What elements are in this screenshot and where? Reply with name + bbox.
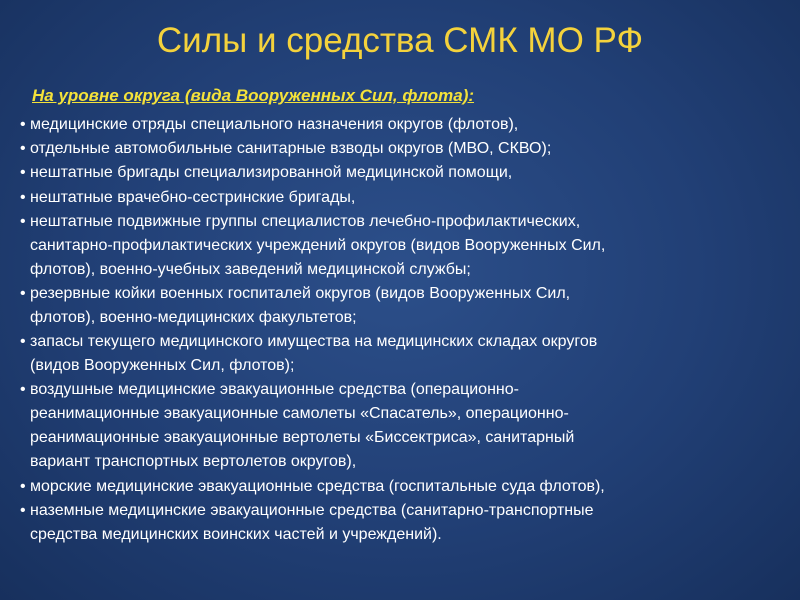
bullet-icon: • (20, 116, 26, 133)
bullet-icon: • (20, 284, 26, 302)
bullet-list (20, 113, 790, 547)
list-item-text: нештатные бригады специализированной медицинской помощи, (30, 164, 513, 182)
list-item-text: нештатные врачебно-сестринские бригады, (30, 188, 356, 206)
list-item-text: флотов), военно-медицинских факультетов; (30, 308, 357, 326)
list-item (20, 499, 790, 547)
list-item-text: воздушные медицинские эвакуационные средства (операционно- (30, 381, 519, 399)
list-item (20, 282, 790, 330)
list-item (20, 186, 790, 210)
list-item-text: средства медицинских воинских частей и учреждений). (30, 525, 442, 543)
bullet-icon: • (20, 333, 26, 351)
list-item-text: резервные койки военных госпиталей округов (видов Вооруженных Сил, (30, 284, 571, 302)
bullet-icon: • (20, 501, 26, 519)
list-item-text: нештатные подвижные группы специалистов лечебно-профилактических, (30, 212, 581, 230)
bullet-icon: • (20, 188, 26, 206)
bullet-icon: • (20, 381, 26, 399)
list-item-text: медицинские отряды специального назначения округов (флотов), (30, 116, 519, 133)
list-item (20, 210, 790, 282)
list-item-text: флотов), военно-учебных заведений медицинской службы; (30, 260, 471, 278)
list-item-text: (видов Вооруженных Сил, флотов); (30, 357, 295, 375)
slide-subtitle: На уровне округа (вида Вооруженных Сил, флота): (32, 86, 475, 105)
list-item-text: запасы текущего медицинского имущества на медицинских складах округов (30, 333, 598, 351)
list-item-text: вариант транспортных вертолетов округов), (30, 453, 357, 471)
list-item-text: реанимационные эвакуационные вертолеты «Биссектриса», санитарный (30, 429, 575, 447)
list-item (20, 113, 790, 137)
slide-title: Силы и средства СМК МО РФ (156, 21, 644, 60)
bullet-icon: • (20, 164, 26, 182)
list-item (20, 378, 790, 474)
list-item-text: наземные медицинские эвакуационные средства (санитарно-транспортные (30, 501, 594, 519)
bullet-icon: • (20, 477, 26, 495)
list-item-text: реанимационные эвакуационные самолеты «Спасатель», операционно- (30, 405, 569, 423)
list-item (20, 161, 790, 185)
list-item-text: морские медицинские эвакуационные средства (госпитальные суда флотов), (30, 477, 605, 495)
bullet-icon: • (20, 212, 26, 230)
list-item (20, 475, 790, 499)
list-item (20, 330, 790, 378)
list-item-text: отдельные автомобильные санитарные взводы округов (МВО, СКВО); (30, 140, 552, 158)
list-item-text: санитарно-профилактических учреждений округов (видов Вооруженных Сил, (30, 236, 606, 254)
bullet-icon: • (20, 140, 26, 158)
list-item (20, 137, 790, 161)
